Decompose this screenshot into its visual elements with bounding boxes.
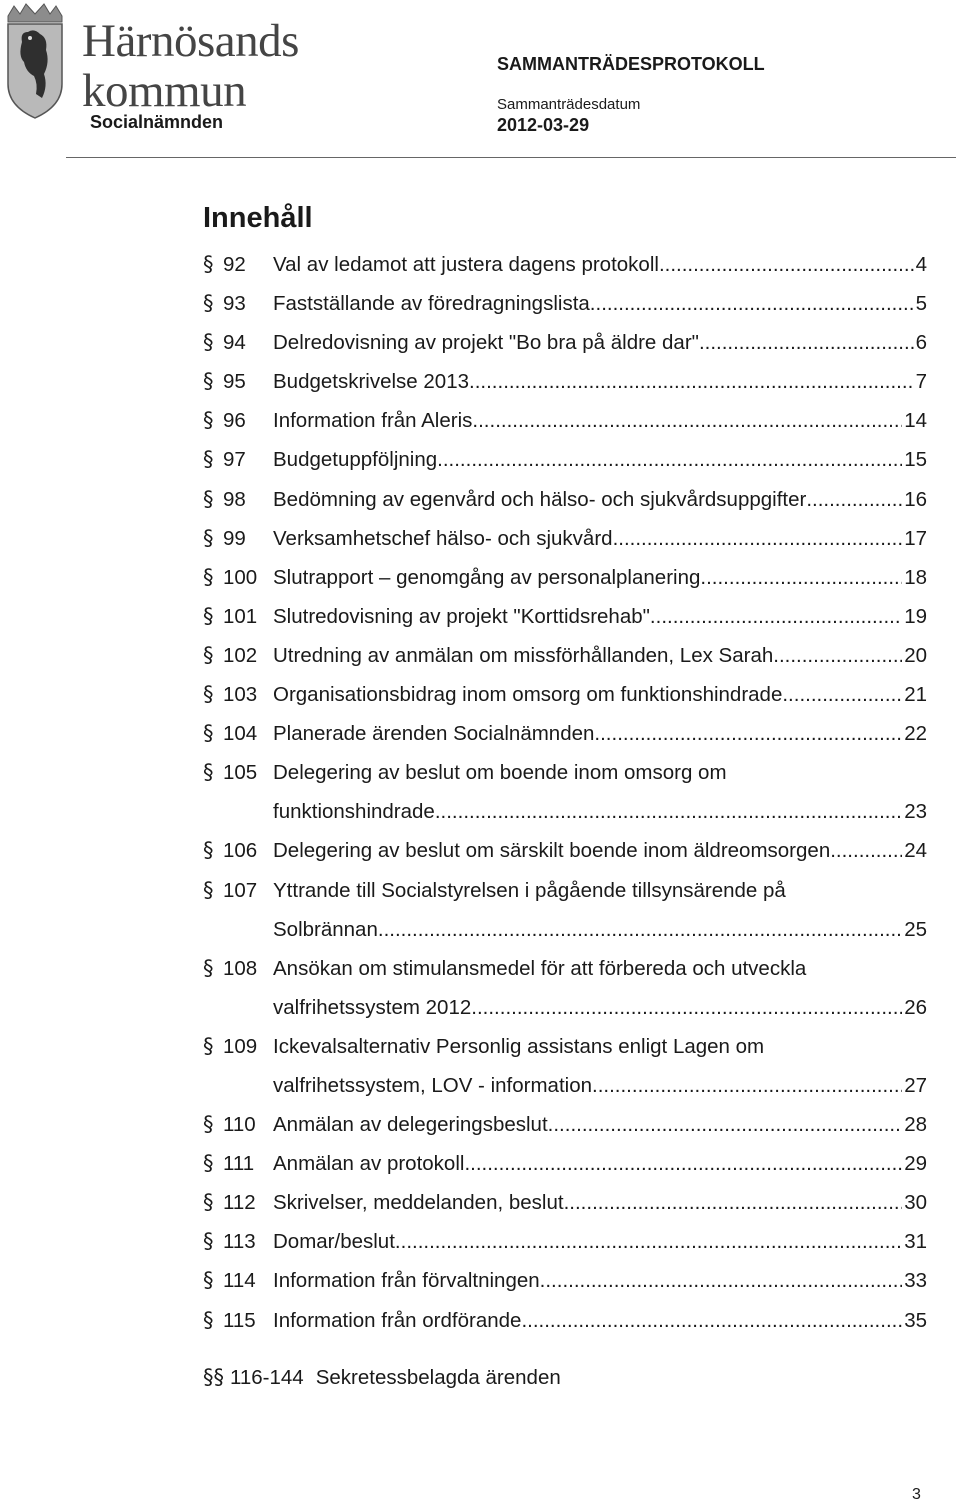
toc-entry-page: 31	[904, 1230, 927, 1254]
toc-entry-page: 7	[915, 370, 927, 394]
toc-entry[interactable]	[203, 830, 927, 869]
toc-entry-page: 21	[904, 683, 927, 707]
toc-entry-number: 97	[223, 448, 246, 472]
toc-entry-title-line1: Delegering av beslut om boende inom omsorg om	[273, 761, 727, 785]
toc-entry-title: Fastställande av föredragningslista	[273, 292, 590, 316]
dot-leader	[659, 253, 914, 277]
toc-entry-title: Utredning av anmälan om missförhållanden, Lex Sarah	[273, 643, 774, 667]
toc-entry-title: Information från förvaltningen	[273, 1269, 540, 1293]
toc-entry[interactable]	[203, 635, 927, 674]
toc-entry[interactable]	[203, 674, 927, 713]
toc-entry[interactable]	[203, 948, 927, 987]
toc-entry-number: 109	[223, 1034, 258, 1058]
toc-entry-number: 112	[223, 1191, 256, 1215]
toc-entry-title: Slutredovisning av projekt "Korttidsrehab"	[273, 604, 650, 628]
dot-leader	[773, 644, 902, 668]
toc-entry[interactable]	[203, 752, 927, 791]
section-symbol: §	[203, 838, 214, 863]
toc-entry-title: Information från Aleris	[273, 409, 473, 433]
toc-entry-title: Anmälan av protokoll	[273, 1152, 465, 1176]
toc-entry-page: 16	[904, 487, 927, 511]
section-symbol: §	[203, 1190, 214, 1215]
toc-entry-title-line1: Ickevalsalternativ Personlig assistans enligt Lagen om	[273, 1034, 765, 1058]
toc-entry[interactable]	[203, 283, 927, 322]
toc-entry-page: 19	[904, 604, 927, 628]
toc-entry-title: Bedömning av egenvård och hälso- och sjukvårdsuppgifter	[273, 487, 807, 511]
toc-entry-title: valfrihetssystem 2012	[273, 995, 472, 1019]
section-symbol: §	[203, 1151, 214, 1176]
dot-leader	[613, 527, 903, 551]
toc-entry-number: 93	[223, 292, 246, 316]
toc-entry-number: 110	[223, 1113, 256, 1137]
toc-entry-number: 95	[223, 370, 246, 394]
toc-entry-number: 100	[223, 565, 258, 589]
toc-entry-page: 22	[904, 722, 927, 746]
dot-leader	[435, 800, 902, 824]
toc-entry-number: 114	[223, 1269, 256, 1293]
dot-leader	[590, 292, 914, 316]
toc-entry-title: Val av ledamot att justera dagens protokoll	[273, 253, 659, 276]
toc-entry-title: Domar/beslut	[273, 1230, 395, 1254]
toc-entry[interactable]	[203, 1182, 927, 1221]
toc-entry-page: 4	[915, 253, 927, 276]
meeting-date-value: 2012-03-29	[497, 115, 590, 135]
dot-leader	[521, 1309, 902, 1333]
dot-leader	[437, 448, 902, 472]
department-name: Socialnämnden	[90, 112, 224, 132]
toc-entry-number: 101	[223, 604, 258, 628]
toc-entry[interactable]	[203, 557, 927, 596]
toc-entry[interactable]	[203, 1104, 927, 1143]
section-symbol: §	[203, 1268, 214, 1293]
section-symbol: §	[203, 642, 214, 667]
toc-entry-number: 115	[223, 1308, 256, 1332]
toc-entry-number: 99	[223, 526, 246, 550]
dot-leader	[594, 722, 902, 746]
toc-entry-title: Delegering av beslut om särskilt boende inom äldreomsorgen	[273, 839, 831, 863]
toc-entry-page: 20	[904, 643, 927, 667]
toc-entry-title: Planerade ärenden Socialnämnden	[273, 722, 595, 746]
toc-entry-title: Verksamhetschef hälso- och sjukvård	[273, 526, 613, 550]
confidential-range: 116-144	[230, 1366, 304, 1389]
toc-entry-number: 105	[223, 761, 258, 785]
logo-text-kommun: kommun	[82, 65, 247, 117]
toc-entry-title-line1: Ansökan om stimulansmedel för att förbereda och utveckla	[273, 956, 807, 980]
toc-entry-page: 35	[904, 1308, 927, 1332]
toc-entry-title: Budgetuppföljning	[273, 448, 438, 472]
page-number: 3	[912, 1486, 921, 1503]
section-symbol: §	[203, 408, 214, 433]
toc-entry-title: Organisationsbidrag inom omsorg om funktionshindrade	[273, 683, 783, 707]
section-symbol: §	[203, 291, 214, 316]
toc-entry-title-line1: Yttrande till Socialstyrelsen i pågående tillsynsärende på	[273, 878, 786, 902]
section-symbol: §	[203, 682, 214, 707]
toc-entry-page: 28	[904, 1113, 927, 1137]
toc-entry-continuation[interactable]	[203, 909, 927, 948]
dot-leader	[650, 605, 902, 629]
section-symbol: §	[203, 1307, 214, 1332]
toc-entry-page: 18	[904, 565, 927, 589]
section-symbol: §	[203, 564, 214, 589]
section-symbol: §	[203, 955, 214, 980]
section-symbol: §	[203, 486, 214, 511]
toc-entry-page: 5	[915, 292, 927, 316]
toc-entry[interactable]	[203, 322, 927, 361]
toc-entry-number: 94	[223, 331, 246, 355]
section-symbol: §	[203, 603, 214, 628]
toc-entry-title: Information från ordförande	[273, 1308, 522, 1332]
toc-entry-number: 113	[223, 1230, 256, 1254]
dot-leader	[699, 331, 914, 355]
meeting-date-label: Sammanträdesdatum	[497, 96, 641, 113]
coat-of-arms-icon	[4, 2, 66, 120]
toc-entry[interactable]	[203, 479, 927, 518]
dot-leader	[540, 1269, 903, 1293]
dot-leader	[806, 488, 902, 512]
section-symbol: §	[203, 369, 214, 394]
dot-leader	[592, 1074, 902, 1098]
toc-entry[interactable]	[203, 1300, 927, 1339]
toc-entry[interactable]	[203, 361, 927, 400]
toc-entry[interactable]	[203, 518, 927, 557]
toc-entry-number: 103	[223, 683, 258, 707]
toc-entry[interactable]	[203, 244, 927, 283]
toc-entry-number: 108	[223, 956, 258, 980]
dot-leader	[464, 1152, 902, 1176]
toc-entry-page: 29	[904, 1152, 927, 1176]
toc-entry-page: 30	[904, 1191, 927, 1215]
section-symbol: §	[203, 447, 214, 472]
logo-text-name: Härnösands	[82, 15, 299, 67]
toc-entry-page: 33	[904, 1269, 927, 1293]
dot-leader	[395, 1230, 902, 1254]
toc-entry-title: Delredovisning av projekt "Bo bra på äldre dar"	[273, 331, 699, 355]
toc-entry[interactable]	[203, 1221, 927, 1260]
document-type: SAMMANTRÄDESPROTOKOLL	[497, 54, 765, 74]
toc-entry[interactable]	[203, 1260, 927, 1299]
dot-leader	[564, 1191, 903, 1215]
toc-entry-page: 6	[915, 331, 927, 355]
section-symbol: §	[203, 877, 214, 902]
dot-leader	[472, 409, 902, 433]
toc-entry-number: 107	[223, 878, 258, 902]
toc-entry-continuation[interactable]	[203, 1065, 927, 1104]
dot-leader	[471, 996, 902, 1020]
toc-entry-page: 23	[904, 800, 927, 824]
toc-entry-page: 26	[904, 995, 927, 1019]
toc-entry-title: Slutrapport – genomgång av personalplanering	[273, 565, 701, 589]
toc-entry-number: 106	[223, 839, 258, 863]
header-divider	[66, 157, 956, 158]
toc-entry-title: Budgetskrivelse 2013	[273, 370, 470, 394]
toc-entry-continuation[interactable]	[203, 987, 927, 1026]
toc-entry[interactable]	[203, 1026, 927, 1065]
section-symbol: §	[203, 1033, 214, 1058]
toc-entry-page: 17	[904, 526, 927, 550]
section-symbol: §	[203, 330, 214, 355]
section-symbol: §	[203, 721, 214, 746]
dot-leader	[548, 1113, 903, 1137]
toc-title: Innehåll	[203, 202, 313, 234]
dot-leader	[782, 683, 902, 707]
confidential-label: Sekretessbelagda ärenden	[315, 1366, 561, 1389]
toc-entry-number: 92	[223, 253, 246, 276]
toc-entry-number: 102	[223, 643, 258, 667]
toc-entry[interactable]	[203, 439, 927, 478]
section-symbol: §	[203, 760, 214, 785]
toc-entry-continuation[interactable]	[203, 791, 927, 830]
section-symbol: §	[203, 252, 214, 276]
toc-entry-number: 104	[223, 722, 258, 746]
toc-entry-number: 111	[223, 1152, 255, 1176]
toc-entry[interactable]	[203, 1143, 927, 1182]
toc-entry-title: Solbrännan	[273, 917, 378, 941]
table-of-contents	[203, 244, 927, 1339]
section-symbol: §	[203, 525, 214, 550]
section-symbol: §	[203, 1229, 214, 1254]
dot-leader	[830, 839, 902, 863]
toc-entry-page: 25	[904, 917, 927, 941]
toc-entry-page: 24	[904, 839, 927, 863]
toc-entry-page: 27	[904, 1073, 927, 1097]
dot-leader	[469, 370, 914, 394]
toc-entry-title: funktionshindrade	[273, 800, 435, 824]
toc-entry[interactable]	[203, 713, 927, 752]
toc-entry[interactable]	[203, 870, 927, 909]
toc-entry-number: 98	[223, 487, 246, 511]
section-symbol: §	[203, 1112, 214, 1137]
toc-entry[interactable]	[203, 400, 927, 439]
toc-entry-page: 15	[904, 448, 927, 472]
double-section-symbol: §§	[203, 1365, 224, 1389]
toc-entry-number: 96	[223, 409, 246, 433]
toc-entry-title: valfrihetssystem, LOV - information	[273, 1073, 592, 1097]
toc-entry-title: Skrivelser, meddelanden, beslut	[273, 1191, 564, 1215]
municipality-logo	[0, 0, 300, 130]
toc-entry-title: Anmälan av delegeringsbeslut	[273, 1113, 548, 1137]
toc-entry[interactable]	[203, 596, 927, 635]
toc-entry-page: 14	[904, 409, 927, 433]
dot-leader	[378, 918, 902, 942]
confidential-items-line	[203, 1365, 561, 1390]
dot-leader	[700, 566, 902, 590]
